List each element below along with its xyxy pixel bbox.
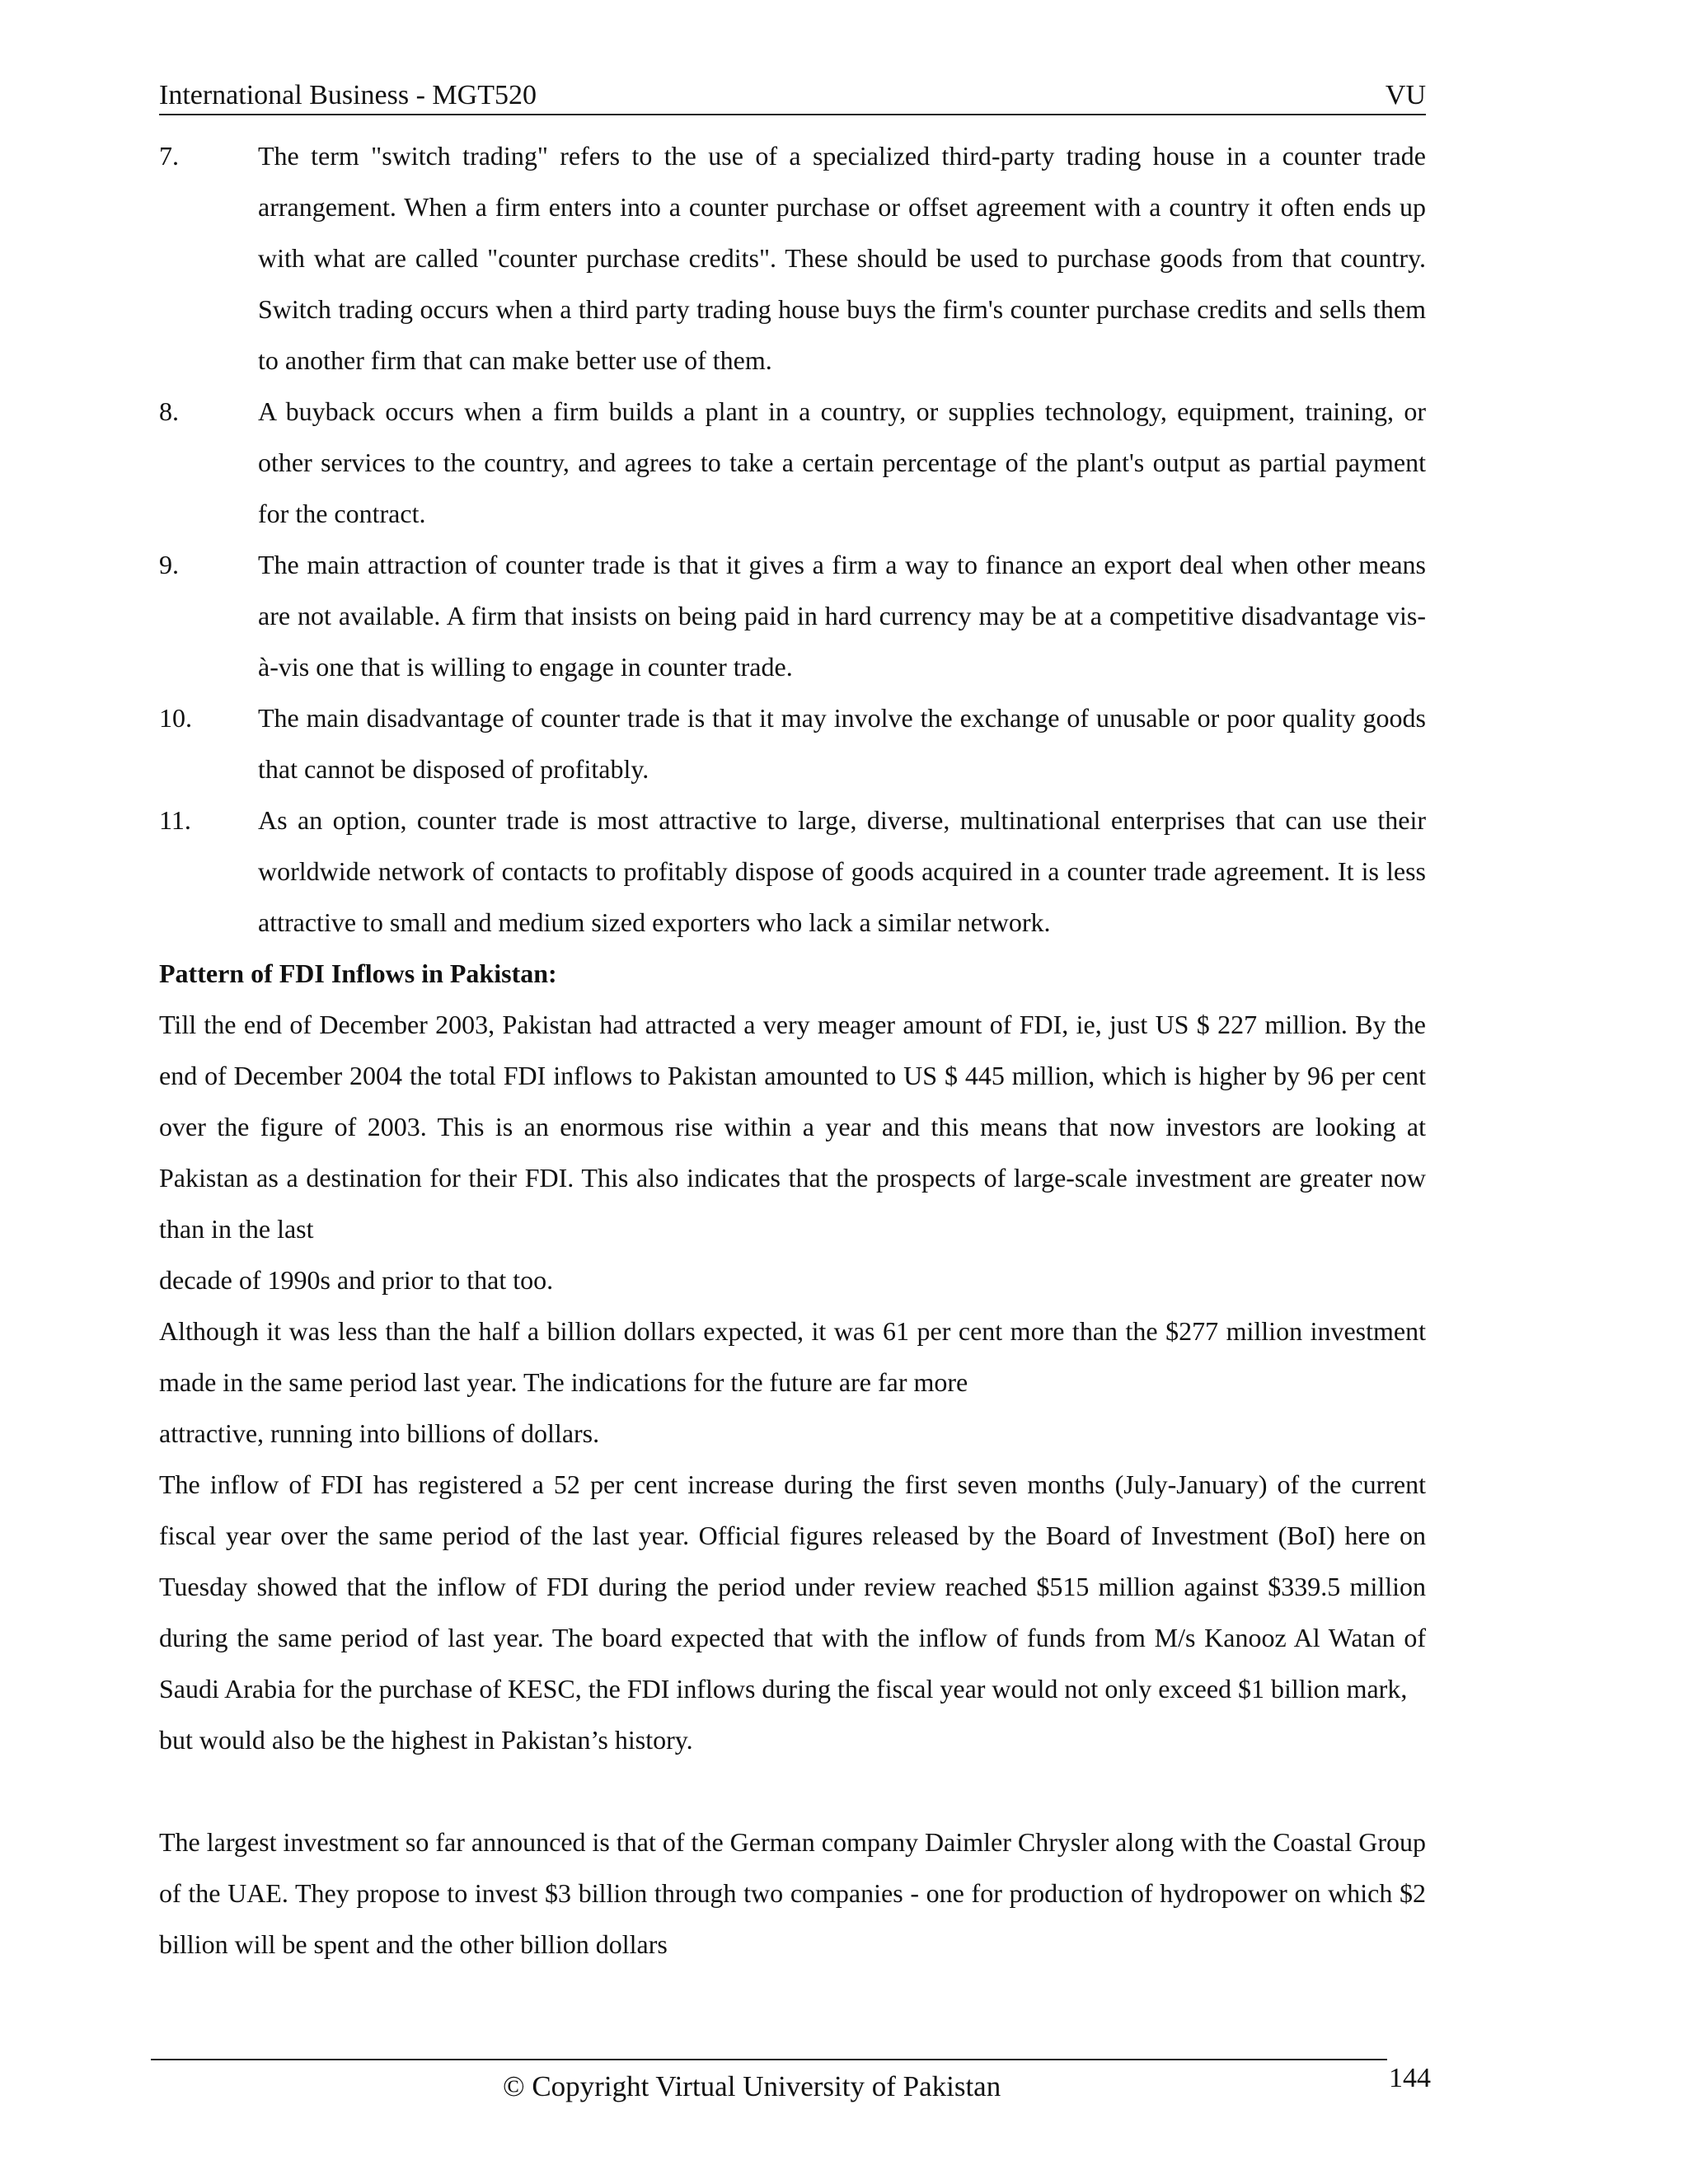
course-title: International Business - MGT520 (159, 80, 537, 110)
paragraph-half-billion: Although it was less than the half a billion dollars expected, it was 61 per cent more than the $277 million investment made in the same period last year. The indications for the future are far more (159, 1316, 1426, 1397)
paragraph-half-billion-end: attractive, running into billions of dollars. (159, 1418, 600, 1448)
list-item-number: 7. (159, 141, 179, 171)
institution-abbrev: VU (1385, 80, 1426, 110)
footer-copyright: © Copyright Virtual University of Pakistan (503, 2070, 1001, 2102)
paragraph-fdi-2003-2004-end: decade of 1990s and prior to that too. (159, 1265, 554, 1295)
list-item (159, 130, 1426, 386)
paragraph-boi-figures: The inflow of FDI has registered a 52 per cent increase during the first seven months (July-January) of the current fiscal year over the same period of the last year. Official figures released by the Board of Investment (BoI) here on Tuesday showed that the inflow of FDI during the period under review reached $515 million against $339.5 million during the same period of last year. The board expected that with the inflow of funds from M/s Kanooz Al Watan of Saudi Arabia for the purchase of KESC, the FDI inflows during the fiscal year would not only exceed $1 billion mark, (159, 1469, 1426, 1704)
list-item (159, 692, 1426, 794)
section-heading: Pattern of FDI Inflows in Pakistan: (159, 958, 557, 988)
paragraph-fdi-2003-2004: Till the end of December 2003, Pakistan had attracted a very meager amount of FDI, ie, just US $ 227 million. By the end of December 2004 the total FDI inflows to Pakistan amounted to US $ 445 million, which is higher by 96 per cent over the figure of 2003. This is an enormous rise within a year and this means that now investors are looking at Pakistan as a destination for their FDI. This also indicates that the prospects of large-scale investment are greater now than in the last (159, 1010, 1426, 1244)
list-item (159, 386, 1426, 539)
footer-divider (151, 2059, 1387, 2060)
document-body (159, 130, 1426, 1970)
list-item (159, 794, 1426, 948)
list-item (159, 539, 1426, 692)
paragraph-boi-figures-end: but would also be the highest in Pakistan’s history. (159, 1725, 693, 1755)
list-item-text: A buyback occurs when a firm builds a plant in a country, or supplies technology, equipment, training, or other services to the country, and agrees to take a certain percentage of the plant's output as partial payment for the contract. (258, 396, 1426, 528)
list-item-text: As an option, counter trade is most attractive to large, diverse, multinational enterprises that can use their worldwide network of contacts to profitably dispose of goods acquired in a counter trade agreement. It is less attractive to small and medium sized exporters who lack a similar network. (258, 805, 1426, 937)
list-item-number: 8. (159, 396, 179, 426)
list-item-number: 9. (159, 550, 179, 579)
blank-line (159, 1765, 1426, 1816)
list-item-text: The main attraction of counter trade is that it gives a firm a way to finance an export deal when other means are not available. A firm that insists on being paid in hard currency may be at a competitive disadvantage vis-à-vis one that is willing to engage in counter trade. (258, 550, 1426, 682)
paragraph-largest-investment: The largest investment so far announced is that of the German company Daimler Chrysler along with the Coastal Group of the UAE. They propose to invest $3 billion through two companies - one for production of hydropower on which $2 billion will be spent and the other billion dollars (159, 1827, 1426, 1959)
list-item-text: The main disadvantage of counter trade is that it may involve the exchange of unusable or poor quality goods that cannot be disposed of profitably. (258, 703, 1426, 784)
list-item-number: 10. (159, 703, 192, 733)
list-item-number: 11. (159, 805, 191, 835)
page-header (159, 77, 1426, 115)
list-item-text: The term "switch trading" refers to the use of a specialized third-party trading house in a counter trade arrangement. When a firm enters into a counter purchase or offset agreement with a country it often ends up with what are called "counter purchase credits". These should be used to purchase goods from that country. Switch trading occurs when a third party trading house buys the firm's counter purchase credits and sells them to another firm that can make better use of them. (258, 141, 1426, 375)
page-number: 144 (1389, 2063, 1431, 2093)
